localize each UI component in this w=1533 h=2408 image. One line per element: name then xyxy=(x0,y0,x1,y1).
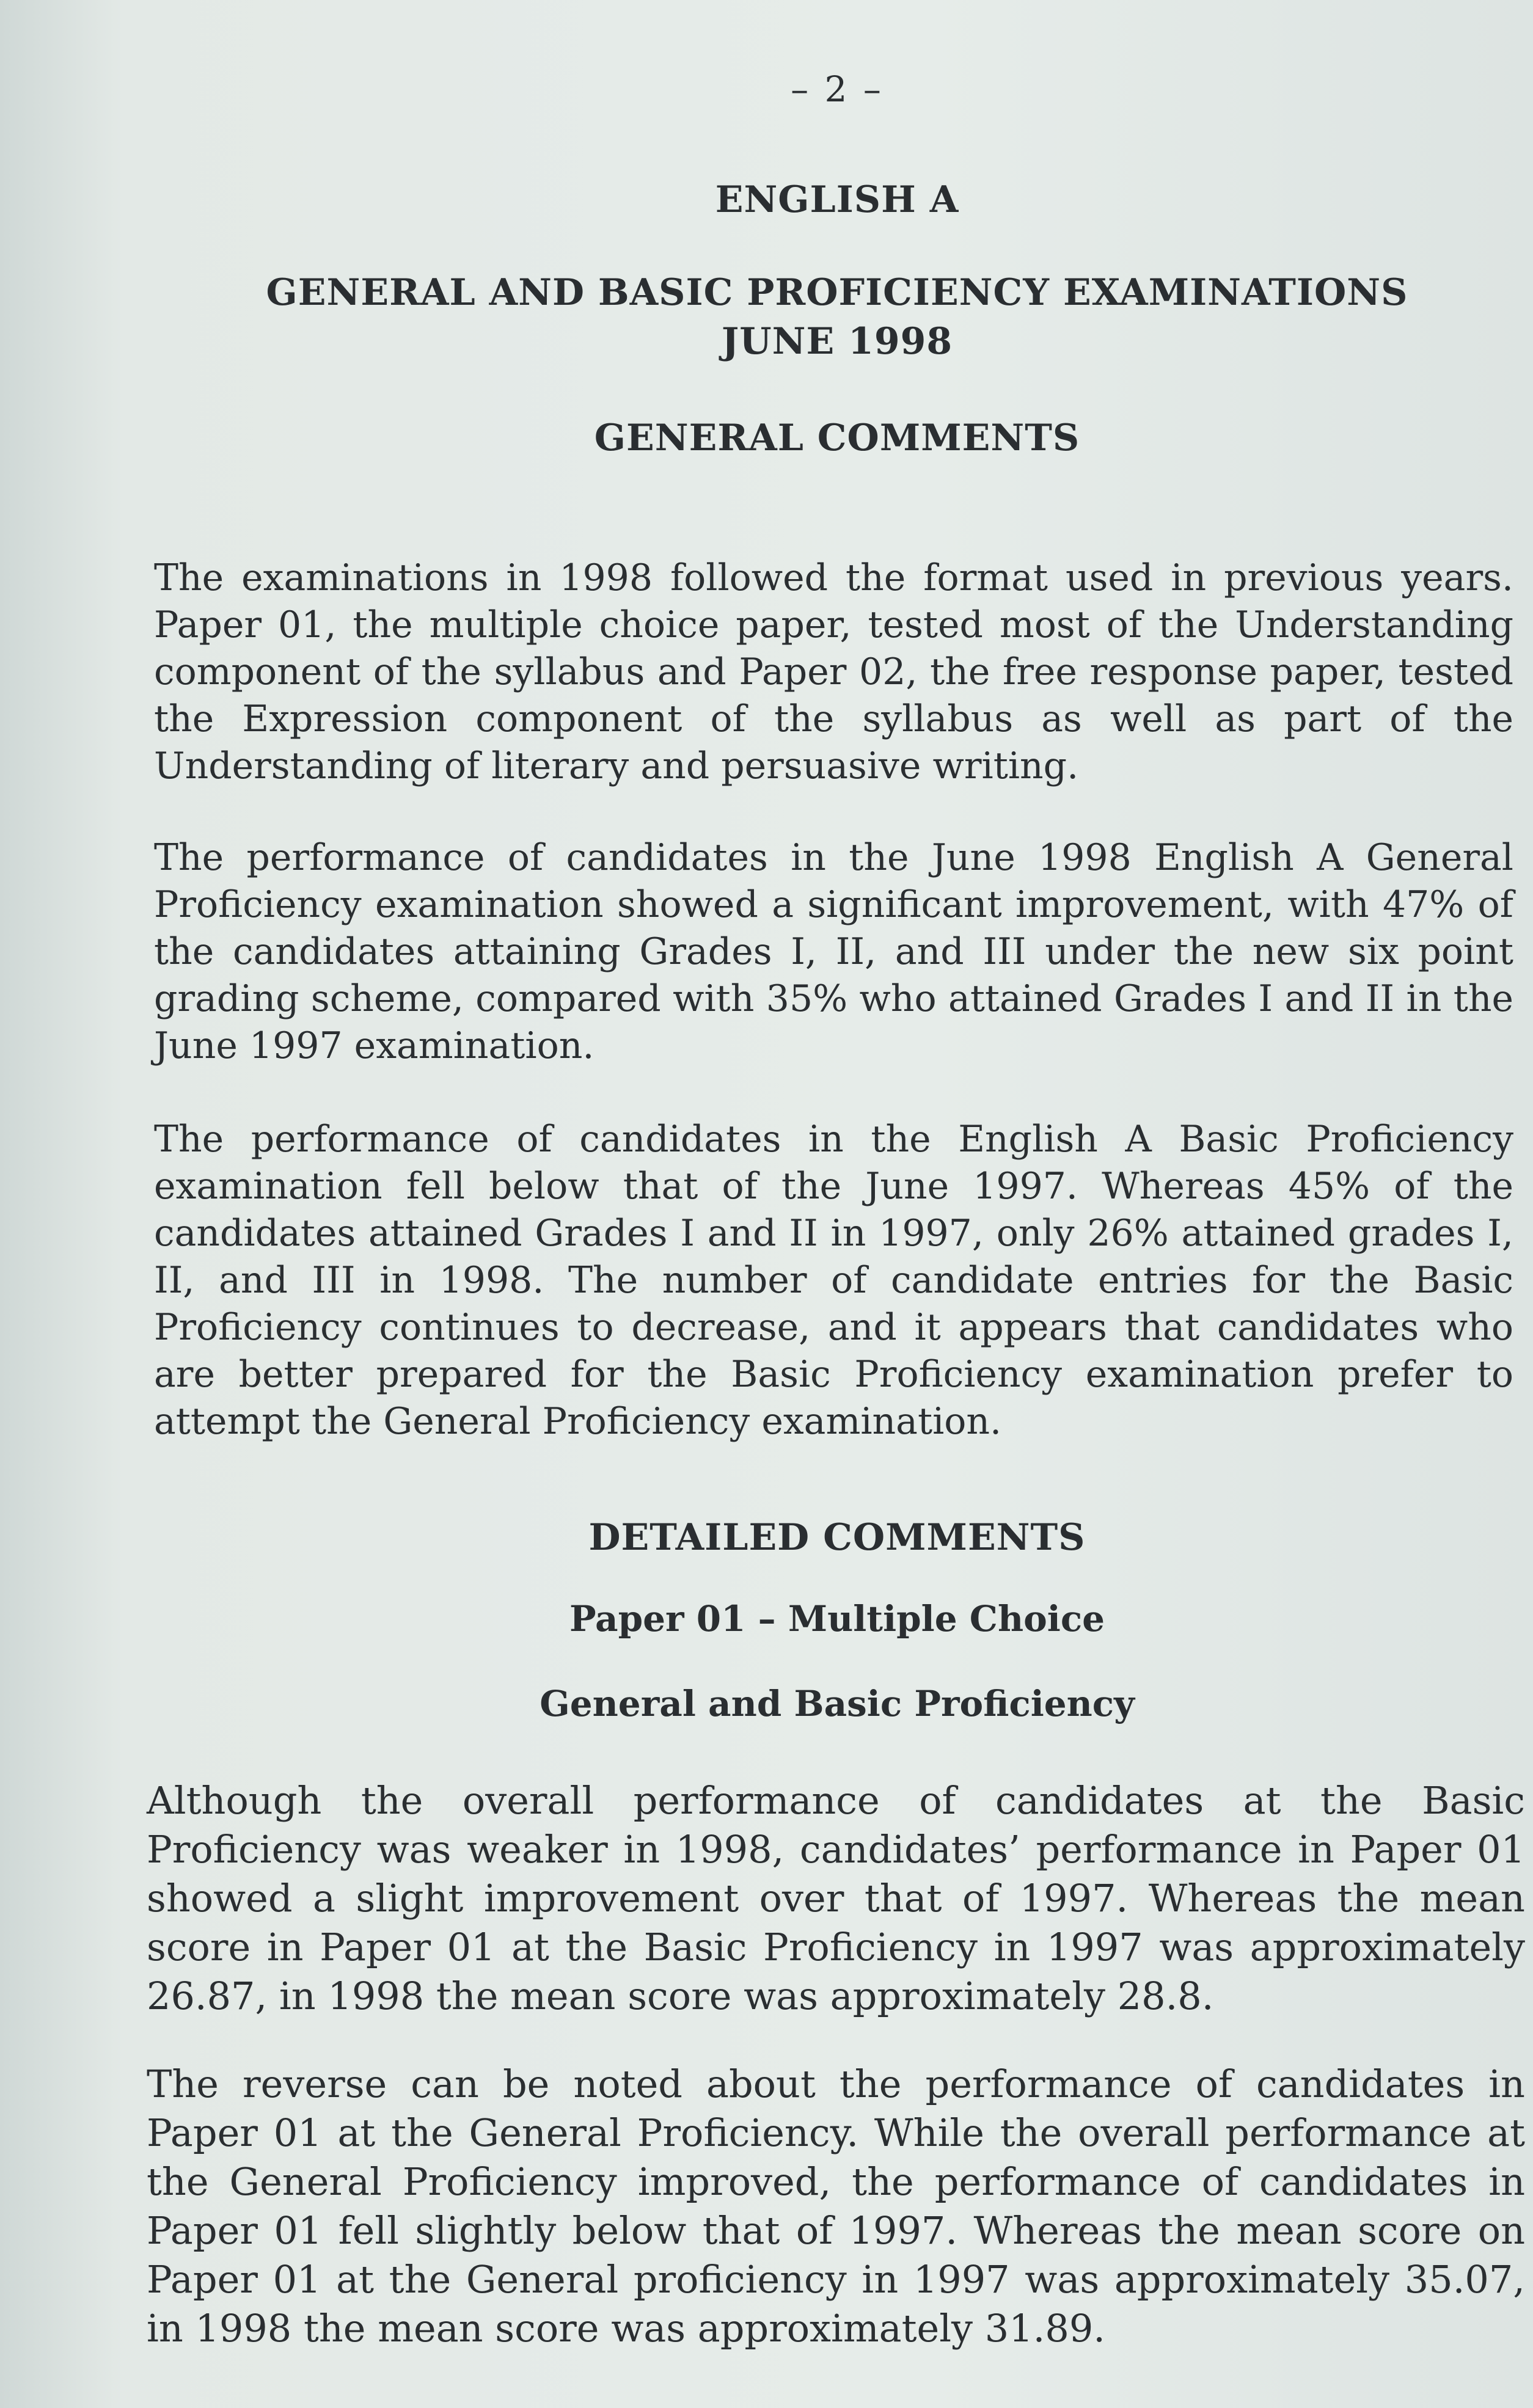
paper-01-heading: Paper 01 – Multiple Choice xyxy=(569,1598,1105,1640)
general-comments-paragraph-1: The examinations in 1998 followed the format used in previous years. Paper 01, the multiple choice paper, tested most of the Understanding component of the syllabus and Paper 02, the free response paper, tested the Expression component of the syllabus as well as part of the Understanding of literary and persuasive writing. xyxy=(154,556,1513,787)
general-comments-paragraph-3: The performance of candidates in the English A Basic Proficiency examination fell below that of the June 1997. Whereas 45% of the candidates attained Grades I and II in 1997, only 26% attained grades I, II, and III in 1998. The number of candidate entries for the Basic Proficiency continues to decrease, and it appears that candidates who are better prepared for the Basic Proficiency examination prefer to attempt the General Proficiency examination. xyxy=(154,1118,1513,1443)
proficiency-heading: General and Basic Proficiency xyxy=(540,1683,1135,1724)
subject-heading: ENGLISH A xyxy=(715,178,959,221)
exam-date: JUNE 1998 xyxy=(721,320,953,363)
exam-title: GENERAL AND BASIC PROFICIENCY EXAMINATIONS xyxy=(266,271,1408,314)
general-comments-paragraph-2: The performance of candidates in the June 1998 English A General Proficiency examination showed a significant improvement, with 47% of the candidates attaining Grades I, II, and III under the new six point grading scheme, compared with 35% who attained Grades I and II in the June 1997 examination. xyxy=(154,836,1513,1067)
detailed-comments-paragraph-2: The reverse can be noted about the performance of candidates in Paper 01 at the General Proficiency. While the overall performance at the General Proficiency improved, the performance of candidates in Paper 01 fell slightly below that of 1997. Whereas the mean score on Paper 01 at the General proficiency in 1997 was approximately 35.07, in 1998 the mean score was approximately 31.89. xyxy=(147,2062,1525,2351)
general-comments-heading: GENERAL COMMENTS xyxy=(594,417,1080,459)
detailed-comments-paragraph-1: Although the overall performance of candidates at the Basic Proficiency was weaker in 1998, candidates’ performance in Paper 01 showed a slight improvement over that of 1997. Whereas the mean score in Paper 01 at the Basic Proficiency in 1997 was approximately 26.87, in 1998 the mean score was approximately 28.8. xyxy=(147,1778,1525,2018)
page-number: – 2 – xyxy=(791,68,884,110)
detailed-comments-heading: DETAILED COMMENTS xyxy=(588,1516,1086,1559)
